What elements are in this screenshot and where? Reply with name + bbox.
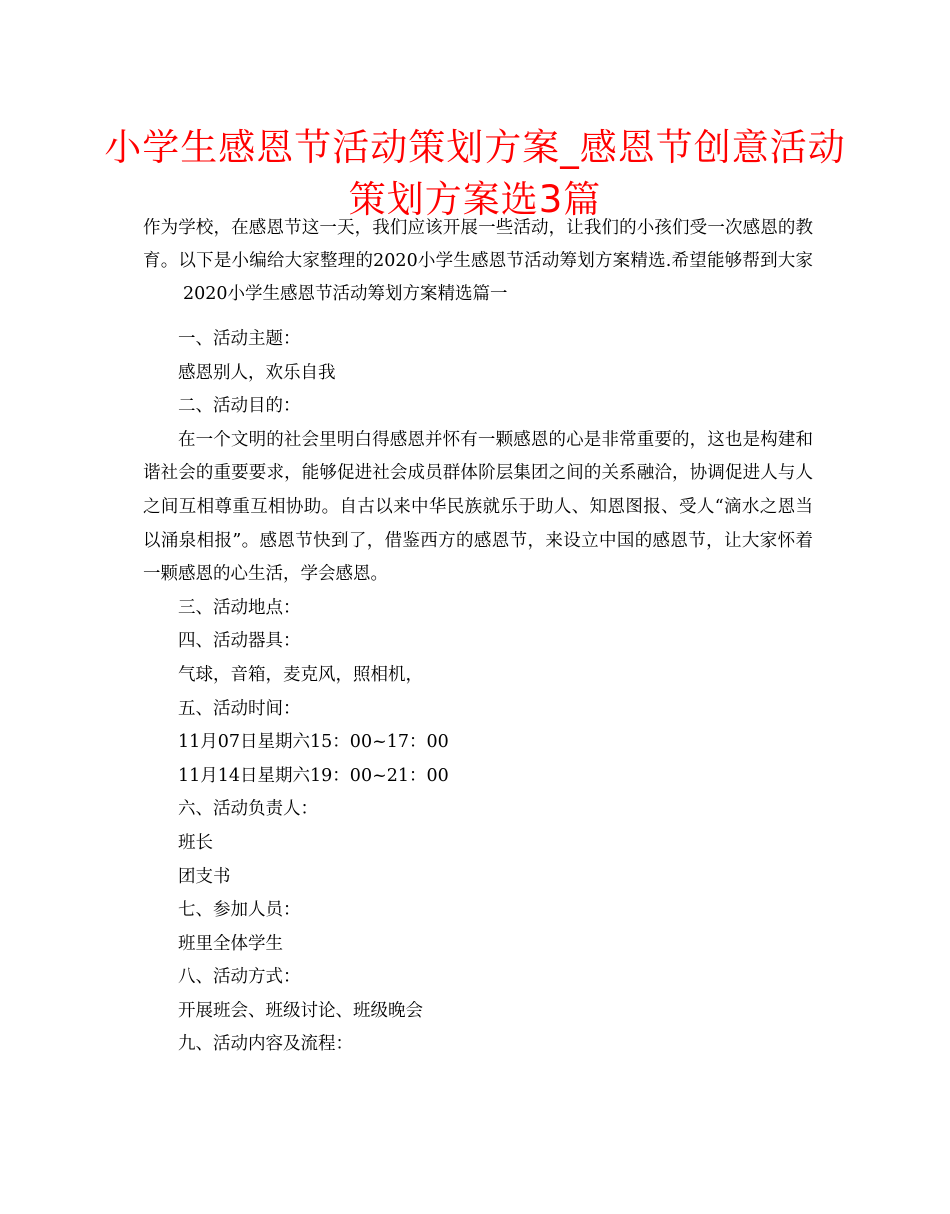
intro-subtitle: 2020小学生感恩节活动筹划方案精选篇一 [183,284,508,304]
time-entry-2: 11月14日星期六19：00~21：00 [178,765,449,786]
format-text: 开展班会、班级讨论、班级晚会 [178,1000,423,1021]
section-heading-theme: 一、活动主题： [178,329,301,349]
leader-1: 班长 [178,832,213,853]
intro-paragraph [143,212,813,311]
section-heading-location: 三、活动地点： [178,597,301,618]
participants-text: 班里全体学生 [178,933,283,954]
leader-2: 团支书 [178,866,231,887]
equipment-text: 气球，音箱，麦克风，照相机， [178,664,423,685]
purpose-paragraph: 在一个文明的社会里明白得感恩并怀有一颗感恩的心是非常重要的，这也是构建和谐社会的重要要求，能够促进社会成员群体阶层集团之间的关系融洽，协调促进人与人之间互相尊重互相协助。自古以来中华民族就乐于助人、知恩图报、受人“滴水之恩当以涌泉相报”。感恩节快到了，借鉴西方的感恩节，来设立中国的感恩节，让大家怀着一颗感恩的心生活，学会感恩。 [143,429,813,585]
section-heading-equipment: 四、活动器具： [178,631,301,652]
section-heading-content: 九、活动内容及流程： [178,1034,353,1055]
section-heading-format: 八、活动方式： [178,967,301,988]
section-heading-time: 五、活动时间： [178,698,301,719]
document-body [143,323,813,1062]
section-heading-purpose: 二、活动目的： [178,396,301,417]
section-heading-participants: 七、参加人员： [178,900,301,921]
section-heading-leaders: 六、活动负责人： [178,799,318,820]
time-entry-1: 11月07日星期六15：00~17：00 [178,732,449,753]
theme-text: 感恩别人，欢乐自我 [178,362,336,383]
document-title: 小学生感恩节活动策划方案_感恩节创意活动策划方案选3篇 [104,126,846,221]
intro-text: 作为学校，在感恩节这一天，我们应该开展一些活动，让我们的小孩们受一次感恩的教育。以下是小编给大家整理的2020小学生感恩节活动筹划方案精选.希望能够帮到大家 [143,218,813,271]
